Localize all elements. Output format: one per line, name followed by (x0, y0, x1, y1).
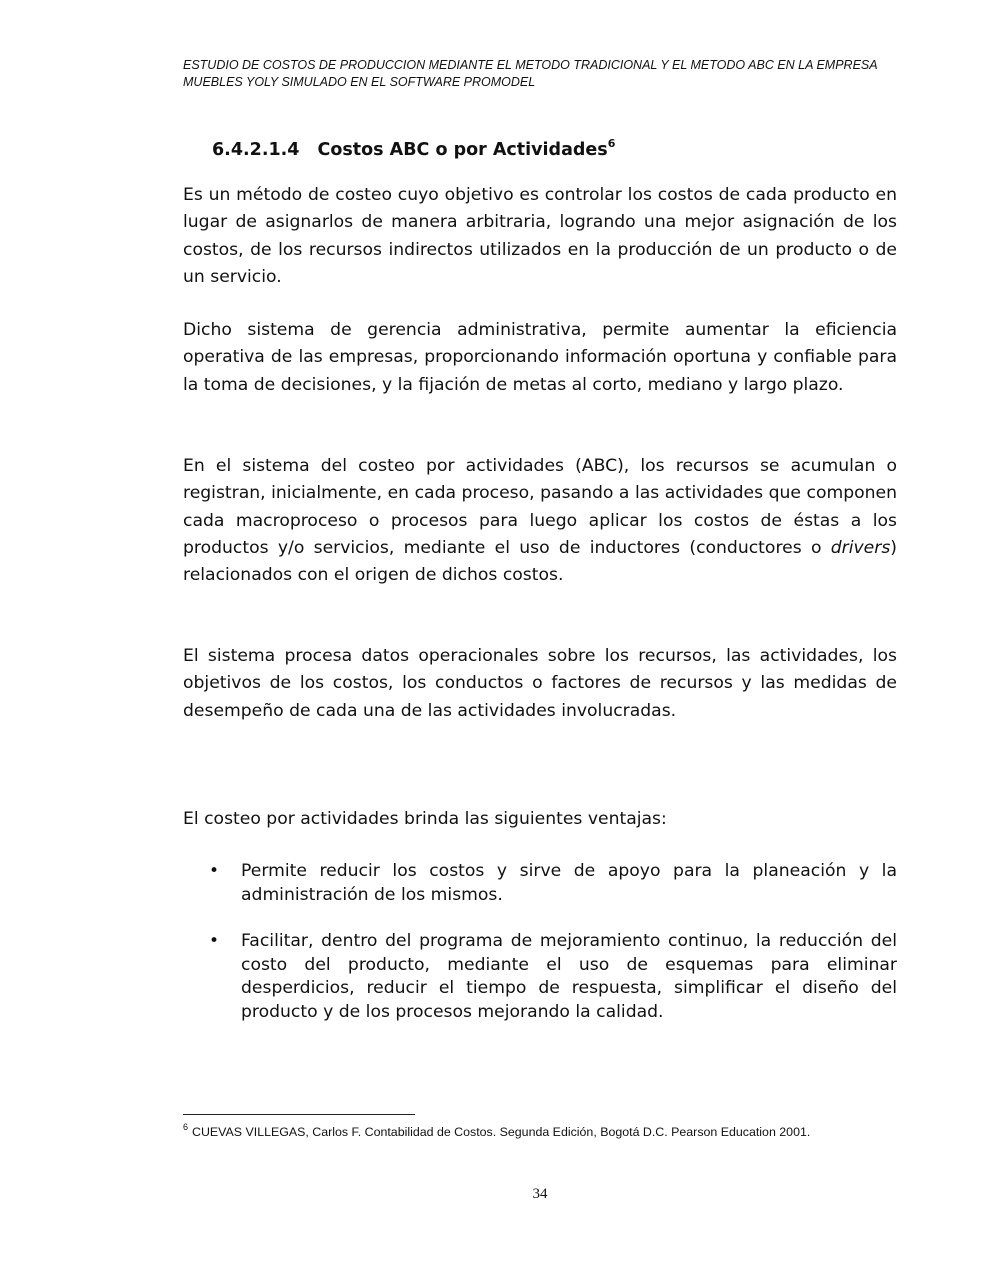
list-item-text: Facilitar, dentro del programa de mejoramiento continuo, la reducción del costo del producto, mediante el uso de esquemas para eliminar desperdicios, reducir el tiempo de respuesta, simplificar el diseño del producto y de los procesos mejorando la calidad. (241, 931, 897, 1022)
paragraph-advantages-intro: El costeo por actividades brinda las siguientes ventajas: (183, 809, 667, 829)
section-heading (212, 136, 615, 164)
paragraph-operational-data: El sistema procesa datos operacionales sobre los recursos, las actividades, los objetivos de los costos, los conductos o factores de recursos y las medidas de desempeño de cada una de las actividades involucradas. (183, 646, 897, 721)
running-header: ESTUDIO DE COSTOS DE PRODUCCION MEDIANTE EL METODO TRADICIONAL Y EL METODO ABC EN LA EMPRESA MUEBLES YOLY SIMULADO EN EL SOFTWARE PROMODEL (183, 58, 878, 89)
bullet-icon: • (209, 931, 220, 952)
section-number: 6.4.2.1.4 (212, 140, 300, 160)
paragraph-text-part: ) relacionados con el origen de dichos costos. (183, 537, 897, 586)
list-item-text: Permite reducir los costos y sirve de apoyo para la planeación y la administración de los mismos. (241, 861, 897, 905)
footnote-reference[interactable]: 6 (607, 137, 616, 150)
footnote (183, 1122, 897, 1142)
section-title: Costos ABC o por Actividades (317, 140, 608, 160)
list-item (183, 930, 897, 1024)
italic-term: drivers (830, 537, 891, 558)
footnote-number: 6 (183, 1122, 189, 1132)
bullet-icon: • (209, 861, 220, 881)
footnote-separator (183, 1114, 415, 1115)
paragraph-text-part: En el sistema del costeo por actividades (ABC), los recursos se acumulan o registran, inicialmente, en cada proceso, pasando a las actividades que componen cada macroproceso o procesos para luego aplicar los costos de éstas a los productos y/o servicios, mediante el uso de inductores (conductores o (183, 456, 897, 558)
footnote-text: CUEVAS VILLEGAS, Carlos F. Contabilidad de Costos. Segunda Edición, Bogotá D.C. Pearson Education 2001. (192, 1125, 811, 1139)
paragraph-management-system: Dicho sistema de gerencia administrativa, permite aumentar la eficiencia operativa de las empresas, proporcionando información oportuna y confiable para la toma de decisiones, y la fijación de metas al corto, mediano y largo plazo. (183, 320, 897, 395)
paragraph-abc-costing (183, 453, 897, 589)
advantages-list (183, 860, 897, 1048)
paragraph-definition: Es un método de costeo cuyo objetivo es controlar los costos de cada producto en lugar de asignarlos de manera arbitraria, logrando una mejor asignación de los costos, de los recursos indirectos utilizados en la producción de un producto o de un servicio. (183, 185, 897, 287)
list-item (183, 860, 897, 907)
page-number: 34 (532, 1186, 548, 1202)
